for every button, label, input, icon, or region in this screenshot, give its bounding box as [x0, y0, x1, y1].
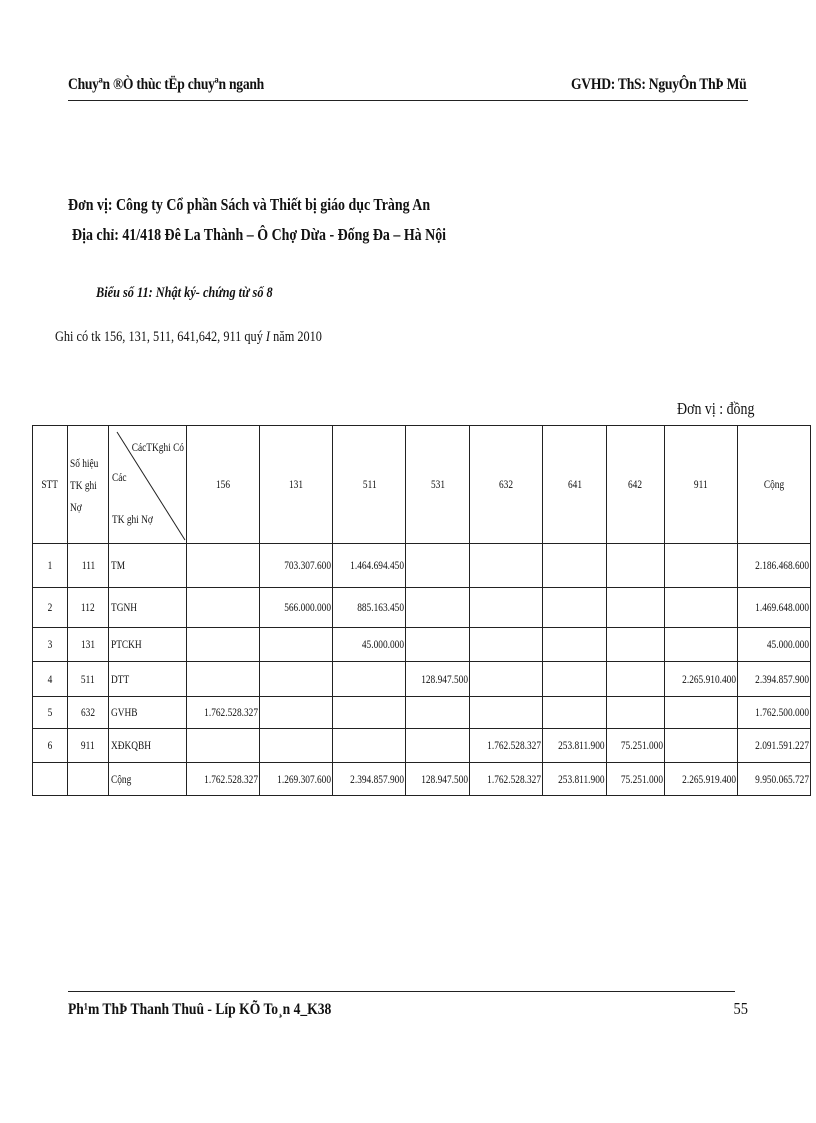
cell-stt: [33, 763, 68, 796]
cell-amount: [606, 662, 664, 697]
cell-amount: [543, 697, 607, 729]
table-row: [33, 697, 811, 729]
cell-stt: 2: [33, 588, 68, 628]
cell-amount: [260, 662, 333, 697]
header-left-text: Chuyªn ®Ò thùc tËp chuyªn nganh: [68, 76, 264, 93]
col-header-632: 632: [470, 426, 543, 544]
cell-amount: 2.265.910.400: [664, 662, 737, 697]
cell-amount: [543, 628, 607, 662]
col-header-641: 641: [543, 426, 607, 544]
cell-amount: [470, 662, 543, 697]
cell-amount: [260, 697, 333, 729]
cell-name: TGNH: [109, 588, 187, 628]
cell-amount: 128.947.500: [406, 662, 470, 697]
cell-amount: [260, 628, 333, 662]
unit-label: Đơn vị : đồng: [676, 399, 754, 418]
cell-account: 131: [68, 628, 109, 662]
page-number: 55: [733, 999, 748, 1018]
cell-amount: [606, 628, 664, 662]
so-hieu-line-1: Số hiệu: [70, 455, 99, 470]
cell-amount: 45.000.000: [737, 628, 810, 662]
diag-top-label: CácTKghi Có: [132, 440, 185, 454]
cell-amount: [543, 662, 607, 697]
cell-amount: 1.762.528.327: [470, 763, 543, 796]
col-header-diagonal: [109, 426, 187, 544]
cell-account: 632: [68, 697, 109, 729]
cell-stt: 3: [33, 628, 68, 662]
credit-line-prefix: Ghi có tk 156, 131, 511, 641,642, 911 quý: [55, 329, 263, 345]
cell-amount: [606, 697, 664, 729]
col-header-511: 511: [333, 426, 406, 544]
cell-amount: 2.186.468.600: [737, 544, 810, 588]
cell-name: DTT: [109, 662, 187, 697]
cell-amount: 9.950.065.727: [737, 763, 810, 796]
cell-amount: [470, 628, 543, 662]
cell-amount: 75.251.000: [606, 729, 664, 763]
header-rule: [68, 100, 748, 101]
cell-amount: 1.464.694.450: [333, 544, 406, 588]
cell-account: 112: [68, 588, 109, 628]
col-header-642: 642: [606, 426, 664, 544]
cell-name: Cộng: [109, 763, 187, 796]
cell-amount: [470, 697, 543, 729]
cell-amount: 1.762.528.327: [187, 697, 260, 729]
cell-amount: [606, 588, 664, 628]
header-right-text: GVHD: ThS: NguyÔn ThÞ Mü: [570, 76, 746, 93]
cell-name: PTCKH: [109, 628, 187, 662]
cell-amount: [187, 628, 260, 662]
credit-line-quarter: I: [265, 329, 271, 345]
cell-amount: 253.811.900: [543, 729, 607, 763]
cell-amount: [260, 729, 333, 763]
cell-amount: 128.947.500: [406, 763, 470, 796]
cell-account: 111: [68, 544, 109, 588]
cell-amount: [406, 697, 470, 729]
cell-amount: [406, 628, 470, 662]
cell-amount: 75.251.000: [606, 763, 664, 796]
cell-amount: [187, 544, 260, 588]
cell-amount: [664, 628, 737, 662]
cell-amount: [333, 697, 406, 729]
cell-amount: [187, 588, 260, 628]
cell-account: 911: [68, 729, 109, 763]
cell-amount: 885.163.450: [333, 588, 406, 628]
cell-amount: 1.469.648.000: [737, 588, 810, 628]
col-header-131: 131: [260, 426, 333, 544]
cell-stt: 1: [33, 544, 68, 588]
cell-amount: [543, 588, 607, 628]
col-header-so-hieu: [68, 426, 109, 544]
cell-amount: 1.762.528.327: [187, 763, 260, 796]
org-unit: Đơn vị: Công ty Cổ phần Sách và Thiết bị giáo dục Tràng An: [68, 195, 431, 214]
cell-amount: [470, 544, 543, 588]
cell-amount: [406, 588, 470, 628]
cell-account: [68, 763, 109, 796]
cell-amount: 2.091.591.227: [737, 729, 810, 763]
table-row: [33, 662, 811, 697]
cell-amount: [187, 662, 260, 697]
diag-bottom-label: TK ghi Nợ: [112, 512, 154, 526]
table-row: [33, 544, 811, 588]
cell-stt: 6: [33, 729, 68, 763]
ledger-body: [33, 544, 811, 796]
col-header-total: Cộng: [737, 426, 810, 544]
cell-amount: 1.269.307.600: [260, 763, 333, 796]
cell-amount: 2.265.919.400: [664, 763, 737, 796]
cell-name: TM: [109, 544, 187, 588]
cell-name: GVHB: [109, 697, 187, 729]
col-header-531: 531: [406, 426, 470, 544]
table-row: [33, 588, 811, 628]
cell-stt: 4: [33, 662, 68, 697]
so-hieu-line-3: Nợ: [70, 499, 82, 514]
cell-amount: 1.762.500.000: [737, 697, 810, 729]
cell-amount: 253.811.900: [543, 763, 607, 796]
cell-amount: [606, 544, 664, 588]
col-header-156: 156: [187, 426, 260, 544]
table-row: [33, 628, 811, 662]
cell-amount: 45.000.000: [333, 628, 406, 662]
cell-amount: [664, 544, 737, 588]
cell-amount: [664, 729, 737, 763]
cell-amount: [406, 544, 470, 588]
cell-amount: [470, 588, 543, 628]
cell-account: 511: [68, 662, 109, 697]
col-header-911: 911: [664, 426, 737, 544]
credit-line: [55, 329, 322, 346]
table-row: [33, 729, 811, 763]
cell-amount: [333, 729, 406, 763]
so-hieu-line-2: TK ghi: [70, 477, 97, 492]
cell-amount: 566.000.000: [260, 588, 333, 628]
cell-name: XĐKQBH: [109, 729, 187, 763]
footer-author: Ph¹m ThÞ Thanh Thuû - Líp KÕ To¸n 4_K38: [68, 1001, 332, 1018]
cell-stt: 5: [33, 697, 68, 729]
diag-mid-label: Các: [112, 470, 127, 484]
credit-line-suffix: năm 2010: [273, 329, 322, 345]
table-header-row: [33, 426, 811, 544]
cell-amount: [664, 588, 737, 628]
cell-amount: 2.394.857.900: [737, 662, 810, 697]
cell-amount: 1.762.528.327: [470, 729, 543, 763]
col-header-stt: STT: [33, 426, 68, 544]
form-title: Biểu số 11: Nhật ký- chứng từ số 8: [96, 285, 273, 301]
footer-rule: [68, 991, 735, 992]
total-row: [33, 763, 811, 796]
cell-amount: [187, 729, 260, 763]
org-address: Địa chỉ: 41/418 Đê La Thành – Ô Chợ Dừa - Đống Đa – Hà Nội: [72, 225, 447, 244]
cell-amount: 2.394.857.900: [333, 763, 406, 796]
ledger-table: [32, 425, 811, 796]
cell-amount: [406, 729, 470, 763]
cell-amount: 703.307.600: [260, 544, 333, 588]
cell-amount: [543, 544, 607, 588]
cell-amount: [333, 662, 406, 697]
cell-amount: [664, 697, 737, 729]
